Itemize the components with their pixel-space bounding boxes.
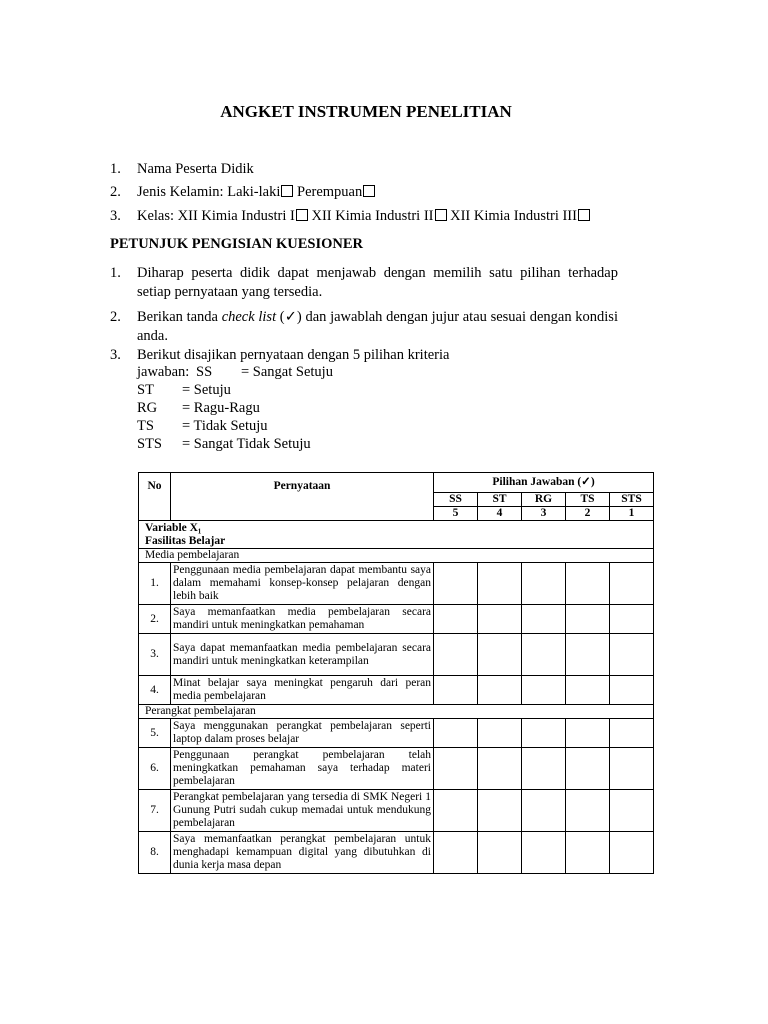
answer-cell-sts[interactable]: [610, 676, 654, 705]
answer-cell-ts[interactable]: [566, 790, 610, 832]
row-statement: Perangkat pembelajaran yang tersedia di SMK Negeri 1 Gunung Putri sudah cukup memadai untuk mendukung pembelajaran: [171, 790, 434, 832]
instruction-italic-term: check list: [221, 309, 277, 325]
answer-cell-ss[interactable]: [434, 748, 478, 790]
answer-cell-st[interactable]: [478, 832, 522, 874]
criteria-code: ST: [137, 382, 154, 398]
criteria-code: RG: [137, 400, 158, 416]
answer-cell-ts[interactable]: [566, 719, 610, 748]
option-class-2-label: XII Kimia Industri II: [311, 208, 434, 224]
answer-cell-ss[interactable]: [434, 790, 478, 832]
table-row: [139, 790, 654, 832]
option-score-ts: 2: [566, 507, 610, 521]
option-female-label: Perempuan: [297, 184, 363, 200]
row-number: 8.: [139, 832, 171, 874]
instruction-text: Berikan tanda: [137, 309, 222, 325]
option-code-rg: RG: [522, 493, 566, 507]
criteria-prefix: jawaban:: [137, 364, 190, 380]
answer-cell-ss[interactable]: [434, 676, 478, 705]
item-number: 2.: [110, 184, 121, 200]
answer-cell-ts[interactable]: [566, 748, 610, 790]
option-code-ts: TS: [566, 493, 610, 507]
row-statement: Saya dapat memanfaatkan media pembelajaran secara mandiri untuk meningkatkan keterampilan: [171, 634, 434, 676]
answer-cell-st[interactable]: [478, 563, 522, 605]
answer-cell-rg[interactable]: [522, 676, 566, 705]
answer-cell-sts[interactable]: [610, 563, 654, 605]
answer-cell-rg[interactable]: [522, 563, 566, 605]
column-header-choice: Pilihan Jawaban (✓): [434, 473, 654, 493]
answer-cell-rg[interactable]: [522, 634, 566, 676]
variable-header: [139, 521, 654, 549]
option-code-sts: STS: [610, 493, 654, 507]
option-code-ss: SS: [434, 493, 478, 507]
answer-cell-rg[interactable]: [522, 832, 566, 874]
row-number: 2.: [139, 605, 171, 634]
instruction-text: Diharap peserta didik dapat menjawab dengan memilih satu pilihan terhadap setiap pernyataan yang tersedia.: [137, 265, 618, 300]
answer-cell-ts[interactable]: [566, 676, 610, 705]
criteria-code: TS: [137, 418, 154, 434]
option-score-rg: 3: [522, 507, 566, 521]
option-score-sts: 1: [610, 507, 654, 521]
instruction-text: Berikut disajikan pernyataan dengan 5 pilihan kriteria: [137, 347, 450, 363]
answer-cell-rg[interactable]: [522, 605, 566, 634]
instruction-item-1: [110, 264, 618, 302]
answer-cell-sts[interactable]: [610, 832, 654, 874]
row-number: 7.: [139, 790, 171, 832]
item-number: 3.: [110, 208, 121, 224]
item-number: 3.: [110, 347, 121, 363]
item-text: Kelas:: [137, 208, 178, 224]
option-class-3-checkbox[interactable]: [578, 209, 590, 221]
answer-cell-st[interactable]: [478, 719, 522, 748]
criteria-desc: = Tidak Setuju: [182, 418, 268, 434]
option-class-1-checkbox[interactable]: [296, 209, 308, 221]
answer-cell-sts[interactable]: [610, 719, 654, 748]
answer-cell-rg[interactable]: [522, 790, 566, 832]
option-class-3-label: XII Kimia Industri III: [450, 208, 577, 224]
questionnaire-table: [138, 472, 654, 874]
criteria-desc: = Setuju: [182, 382, 231, 398]
item-text: Nama Peserta Didik: [137, 161, 254, 177]
answer-cell-ts[interactable]: [566, 832, 610, 874]
criteria-desc: = Sangat Tidak Setuju: [182, 436, 311, 452]
item-number: 1.: [110, 161, 121, 177]
option-female-checkbox[interactable]: [363, 185, 375, 197]
row-statement: Saya menggunakan perangkat pembelajaran seperti laptop dalam proses belajar: [171, 719, 434, 748]
answer-cell-ts[interactable]: [566, 634, 610, 676]
instruction-item-2: [110, 308, 618, 346]
row-number: 1.: [139, 563, 171, 605]
criteria-code: SS: [196, 364, 213, 380]
answer-cell-sts[interactable]: [610, 634, 654, 676]
criteria-desc: = Ragu-Ragu: [182, 400, 260, 416]
answer-cell-sts[interactable]: [610, 605, 654, 634]
option-score-st: 4: [478, 507, 522, 521]
answer-cell-ss[interactable]: [434, 832, 478, 874]
item-number: 2.: [110, 309, 121, 325]
option-code-st: ST: [478, 493, 522, 507]
option-male-checkbox[interactable]: [281, 185, 293, 197]
answer-cell-sts[interactable]: [610, 748, 654, 790]
answer-cell-rg[interactable]: [522, 719, 566, 748]
instruction-item-3: [110, 346, 618, 365]
option-class-1-label: XII Kimia Industri I: [177, 208, 295, 224]
answer-cell-ts[interactable]: [566, 563, 610, 605]
instructions-heading: PETUNJUK PENGISIAN KUESIONER: [110, 236, 363, 252]
criteria-code: STS: [137, 436, 162, 452]
table-row: [139, 832, 654, 874]
answer-cell-ss[interactable]: [434, 605, 478, 634]
table-row: [139, 676, 654, 705]
row-statement: Penggunaan perangkat pembelajaran telah meningkatkan pemahaman saya terhadap materi pembelajaran: [171, 748, 434, 790]
instruction-text-continued: (✓) dan jawablah dengan jujur atau sesuai dengan kondisi anda.: [137, 309, 618, 344]
answer-cell-sts[interactable]: [610, 790, 654, 832]
row-number: 4.: [139, 676, 171, 705]
option-male-label: Laki-laki: [227, 184, 281, 200]
answer-cell-ts[interactable]: [566, 605, 610, 634]
column-header-statement: Pernyataan: [171, 473, 434, 521]
table-row: [139, 605, 654, 634]
table-row: [139, 634, 654, 676]
item-number: 1.: [110, 265, 121, 281]
answer-cell-ss[interactable]: [434, 563, 478, 605]
row-statement: Penggunaan media pembelajaran dapat membantu saya dalam memahami konsep-konsep pelajaran dengan lebih baik: [171, 563, 434, 605]
variable-label: Variable X₁: [145, 521, 202, 534]
group-header: Perangkat pembelajaran: [139, 705, 654, 719]
answer-cell-st[interactable]: [478, 748, 522, 790]
document-title: ANGKET INSTRUMEN PENELITIAN: [220, 102, 512, 121]
column-header-no: No: [139, 473, 171, 521]
variable-name: Fasilitas Belajar: [145, 534, 226, 547]
table-row: [139, 748, 654, 790]
row-number: 5.: [139, 719, 171, 748]
row-statement: Minat belajar saya meningkat pengaruh dari peran media pembelajaran: [171, 676, 434, 705]
group-header: Media pembelajaran: [139, 549, 654, 563]
item-text: Jenis Kelamin:: [137, 184, 228, 200]
criteria-desc: = Sangat Setuju: [241, 364, 333, 380]
answer-cell-st[interactable]: [478, 790, 522, 832]
answer-cell-st[interactable]: [478, 634, 522, 676]
row-statement: Saya memanfaatkan media pembelajaran secara mandiri untuk meningkatkan pemahaman: [171, 605, 434, 634]
row-number: 3.: [139, 634, 171, 676]
table-row: [139, 719, 654, 748]
answer-cell-ss[interactable]: [434, 634, 478, 676]
option-score-ss: 5: [434, 507, 478, 521]
option-class-2-checkbox[interactable]: [435, 209, 447, 221]
table-row: [139, 563, 654, 605]
answer-cell-st[interactable]: [478, 676, 522, 705]
answer-cell-ss[interactable]: [434, 719, 478, 748]
answer-cell-rg[interactable]: [522, 748, 566, 790]
row-number: 6.: [139, 748, 171, 790]
row-statement: Saya memanfaatkan perangkat pembelajaran untuk menghadapi kemampuan digital yang dibutuhkan di dunia kerja masa depan: [171, 832, 434, 874]
answer-cell-st[interactable]: [478, 605, 522, 634]
